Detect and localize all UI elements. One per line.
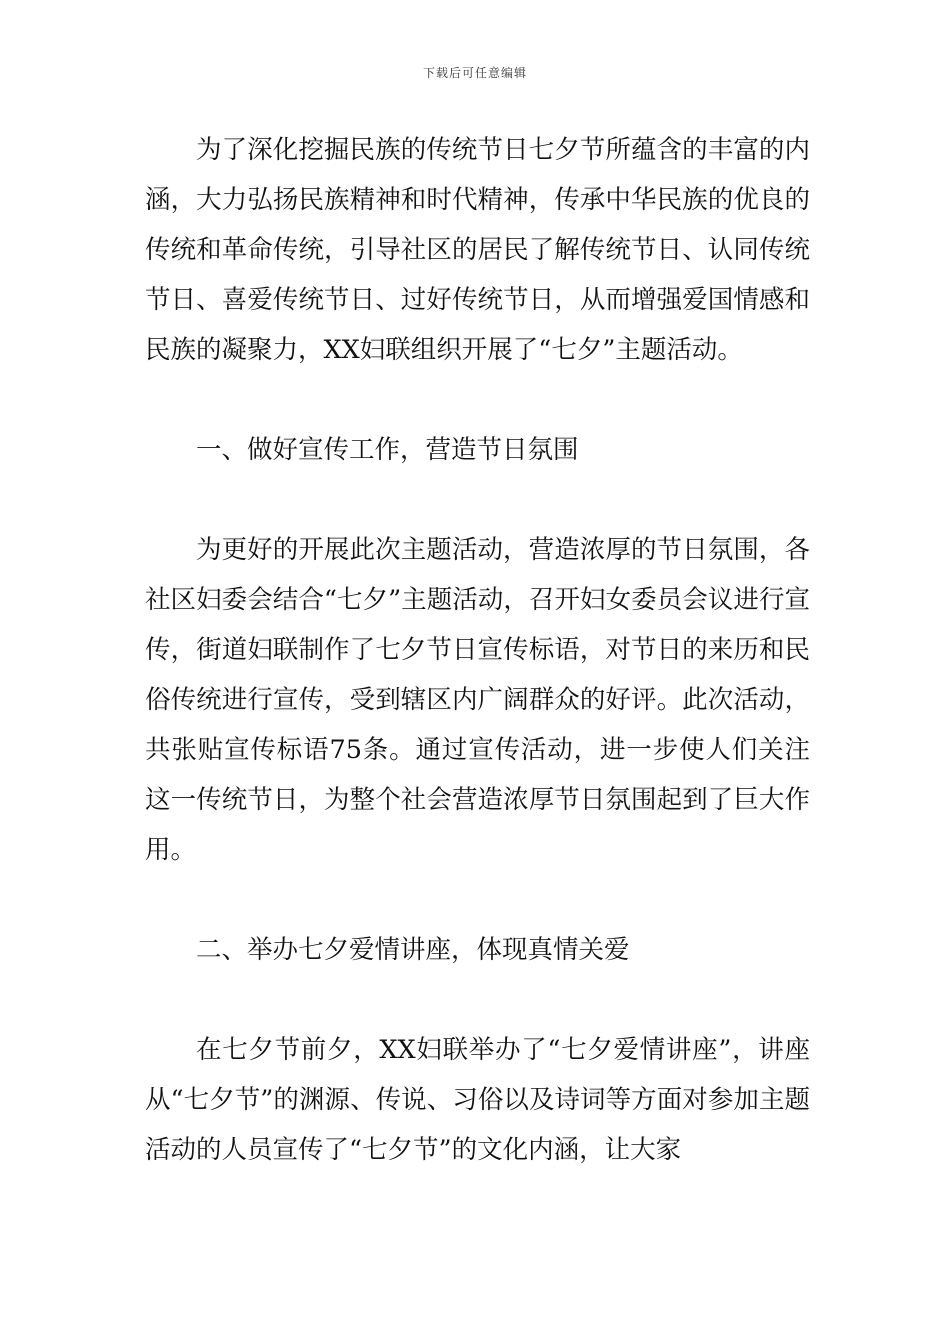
- paragraph-gap: [145, 375, 810, 425]
- section-1-paragraph: 为更好的开展此次主题活动，营造浓厚的节日氛围，各社区妇委会结合“七夕”主题活动，召开妇女委员会议进行宣传，街道妇联制作了七夕节日宣传标语，对节日的来历和民俗传统进行宣传，受到辖区内广阔群众的好评。此次活动，共张贴宣传标语75条。通过宣传活动，进一步使人们关注这一传统节日，为整个社会营造浓厚节日氛围起到了巨大作用。: [145, 535, 810, 865]
- document-body: [145, 125, 810, 1175]
- paragraph-gap: [145, 475, 810, 525]
- section-2-paragraph: 在七夕节前夕，XX妇联举办了“七夕爱情讲座”，讲座从“七夕节”的渊源、传说、习俗以及诗词等方面对参加主题活动的人员宣传了“七夕节”的文化内涵，让大家: [145, 1035, 810, 1165]
- paragraph-gap: [145, 875, 810, 925]
- intro-paragraph: 为了深化挖掘民族的传统节日七夕节所蕴含的丰富的内涵，大力弘扬民族精神和时代精神，传承中华民族的优良的传统和革命传统，引导社区的居民了解传统节日、认同传统节日、喜爱传统节日、过好传统节日，从而增强爱国情感和民族的凝聚力，XX妇联组织开展了“七夕”主题活动。: [145, 135, 810, 365]
- section-1-heading: 一、做好宣传工作，营造节日氛围: [196, 435, 579, 465]
- header-note: 下载后可任意编辑: [422, 66, 527, 80]
- paragraph-gap: [145, 975, 810, 1025]
- section-2-heading: 二、举办七夕爱情讲座，体现真情关爱: [196, 935, 630, 965]
